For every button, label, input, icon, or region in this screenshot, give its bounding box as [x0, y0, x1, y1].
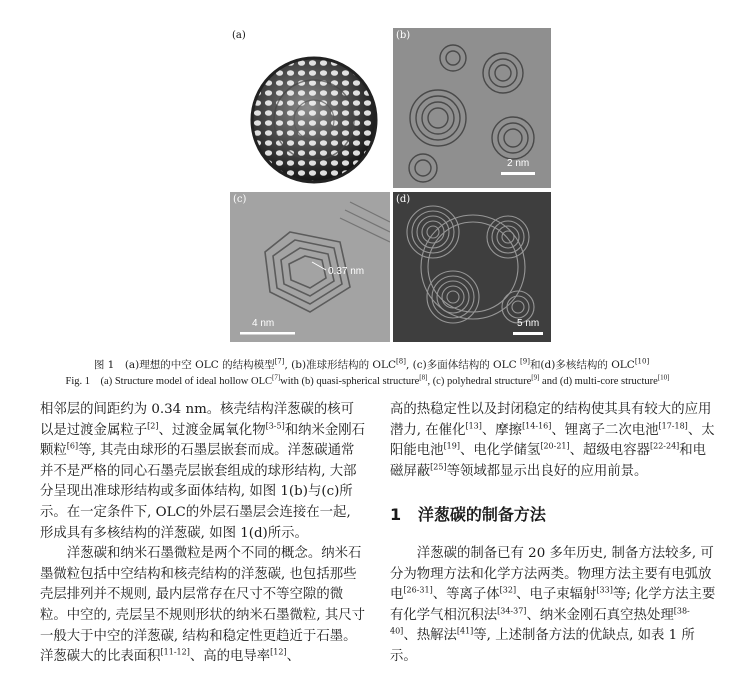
text-run: 洋葱碳的制备已有 20 多年历史, 制备方法较多, 可分为物理方法和化学方法两类。物理方法主要有电弧放电	[390, 546, 714, 603]
left-column	[40, 400, 366, 668]
panel-c-label: (c)	[233, 194, 247, 205]
panel-d-tem-image	[393, 192, 551, 342]
text-run: 、过渡金属氧化物	[158, 422, 266, 438]
caption-cn-ref: [9]	[520, 357, 530, 366]
panel-c-lattice-spacing-label: 0.37 nm	[328, 266, 365, 277]
caption-en-text-3: , (c) polyhedral structure	[427, 376, 532, 387]
citation: [12]	[270, 647, 287, 657]
citation: [25]	[430, 462, 447, 472]
text-run: 、锂离子二次电池	[551, 422, 659, 438]
text-run: 高的热稳定性以及封闭稳定的结构使其具有较大的应用潜力, 在催化	[390, 402, 712, 438]
text-run: 、电子束辐射	[516, 587, 597, 603]
section-number: 1	[390, 505, 402, 524]
citation: [13]	[465, 421, 482, 431]
right-column-bottom	[390, 544, 716, 668]
panel-b-tem-image	[393, 28, 551, 188]
left-paragraph-2	[40, 544, 366, 668]
text-run: 、太阳能电池	[390, 422, 715, 459]
caption-cn-ref: [7]	[274, 357, 285, 366]
citation: [11-12]	[160, 647, 190, 657]
onion-carbon-model-image	[230, 28, 390, 188]
citation: [14-16]	[522, 421, 552, 431]
citation: [41]	[456, 626, 474, 636]
text-run: 、摩擦	[481, 422, 523, 438]
caption-en-text-4: and (d) multi-core structure	[539, 376, 658, 387]
figure-caption-chinese	[0, 357, 743, 372]
text-run: 洋葱碳和纳米石墨微粒是两个不同的概念。纳米石墨微粒包括中空结构和核壳结构的洋葱碳, 也包括那些壳层排列并不规则, 最内层常存在尺寸不等空隙的微粒。中空的, 壳层呈不规则形状的纳米石墨微粒, 其尺寸一般大于中空的洋葱碳, 结构和稳定性更趋近于石墨。洋葱碳大的比表面积	[40, 546, 366, 665]
text-run: 、热解法	[403, 628, 457, 644]
caption-en-text-2: with (b) quasi-spherical structure	[280, 376, 420, 387]
panel-d-scale-bar-label: 5 nm	[517, 318, 540, 329]
citation: [19]	[443, 441, 460, 451]
caption-cn-text-3: , (c)多面体结构的 OLC	[405, 359, 521, 371]
panel-a-structure-model	[230, 28, 390, 188]
text-run: 等, 上述制备方法的优缺点, 如表 1 所示。	[390, 628, 695, 664]
citation: [33]	[596, 585, 613, 595]
citation: [26-31]	[403, 585, 433, 595]
citation: [2]	[147, 421, 159, 431]
text-run: 和纳米金刚石颗粒	[40, 422, 366, 459]
caption-en-text-1: Fig. 1 (a) Structure model of ideal hollow OLC	[65, 376, 272, 387]
panel-c-tem-image	[230, 192, 390, 342]
section-title: 洋葱碳的制备方法	[417, 505, 546, 524]
citation: [17-18]	[658, 421, 688, 431]
text-run: 、纳米金刚石真空热处理	[526, 607, 674, 623]
caption-cn-text-2: , (b)准球形结构的 OLC	[284, 359, 397, 371]
citation: [34-37]	[497, 606, 527, 616]
caption-en-ref: [8]	[419, 373, 428, 382]
section-heading	[390, 502, 546, 525]
figure-caption-english	[0, 373, 739, 388]
citation: [22-24]	[649, 441, 680, 451]
panel-b-scale-bar-label: 2 nm	[507, 158, 530, 169]
citation: [38-40]	[390, 606, 690, 636]
caption-cn-ref: [10]	[634, 357, 650, 366]
text-run: 等; 化学方法主要有化学气相沉积法	[390, 587, 716, 623]
panel-b-label: (b)	[396, 30, 411, 41]
panel-d-label: (d)	[396, 194, 411, 205]
caption-cn-ref: [8]	[396, 357, 406, 366]
text-run: 相邻层的间距约为 0.34 nm。核壳结构洋葱碳的核可以是过渡金属粒子	[40, 402, 355, 438]
citation: [20-21]	[540, 441, 570, 451]
right-paragraph-2	[390, 544, 716, 668]
right-column-top	[390, 400, 716, 482]
text-run: 、超级电容器	[569, 443, 650, 459]
caption-en-ref: [10]	[657, 373, 670, 382]
citation: [3-5]	[265, 421, 285, 431]
caption-cn-text-1: 图 1 (a)理想的中空 OLC 的结构模型	[93, 359, 275, 371]
left-paragraph-1	[40, 400, 366, 544]
citation: [6]	[66, 441, 79, 451]
text-run: 和电磁屏蔽	[390, 443, 707, 479]
text-run: 、高的电导率	[189, 649, 271, 665]
text-run: 等, 其壳由球形的石墨层嵌套而成。洋葱碳通常并不是严格的同心石墨壳层嵌套组成的球形结构, 大部分呈现出准球形结构或多面体结构, 如图 1(b)与(c)所示。在一定条件下, OLC的外层石墨层会连接在一起, 形成具有多核结构的洋葱碳, 如图 1(d)所示。	[40, 443, 357, 541]
text-run: 、等离子体	[432, 587, 500, 603]
right-paragraph-1	[390, 400, 716, 482]
citation: [32]	[499, 585, 517, 595]
caption-en-ref: [9]	[531, 373, 540, 382]
text-run: 等领域都显示出良好的应用前景。	[446, 463, 648, 479]
caption-cn-text-4: 和(d)多核结构的 OLC	[529, 359, 635, 371]
caption-en-ref: [7]	[272, 373, 281, 382]
panel-a-label: (a)	[232, 30, 246, 41]
panel-c-scale-bar-label: 4 nm	[252, 318, 275, 329]
text-run: 、电化学储氢	[459, 443, 541, 459]
text-run: 、	[286, 649, 300, 665]
